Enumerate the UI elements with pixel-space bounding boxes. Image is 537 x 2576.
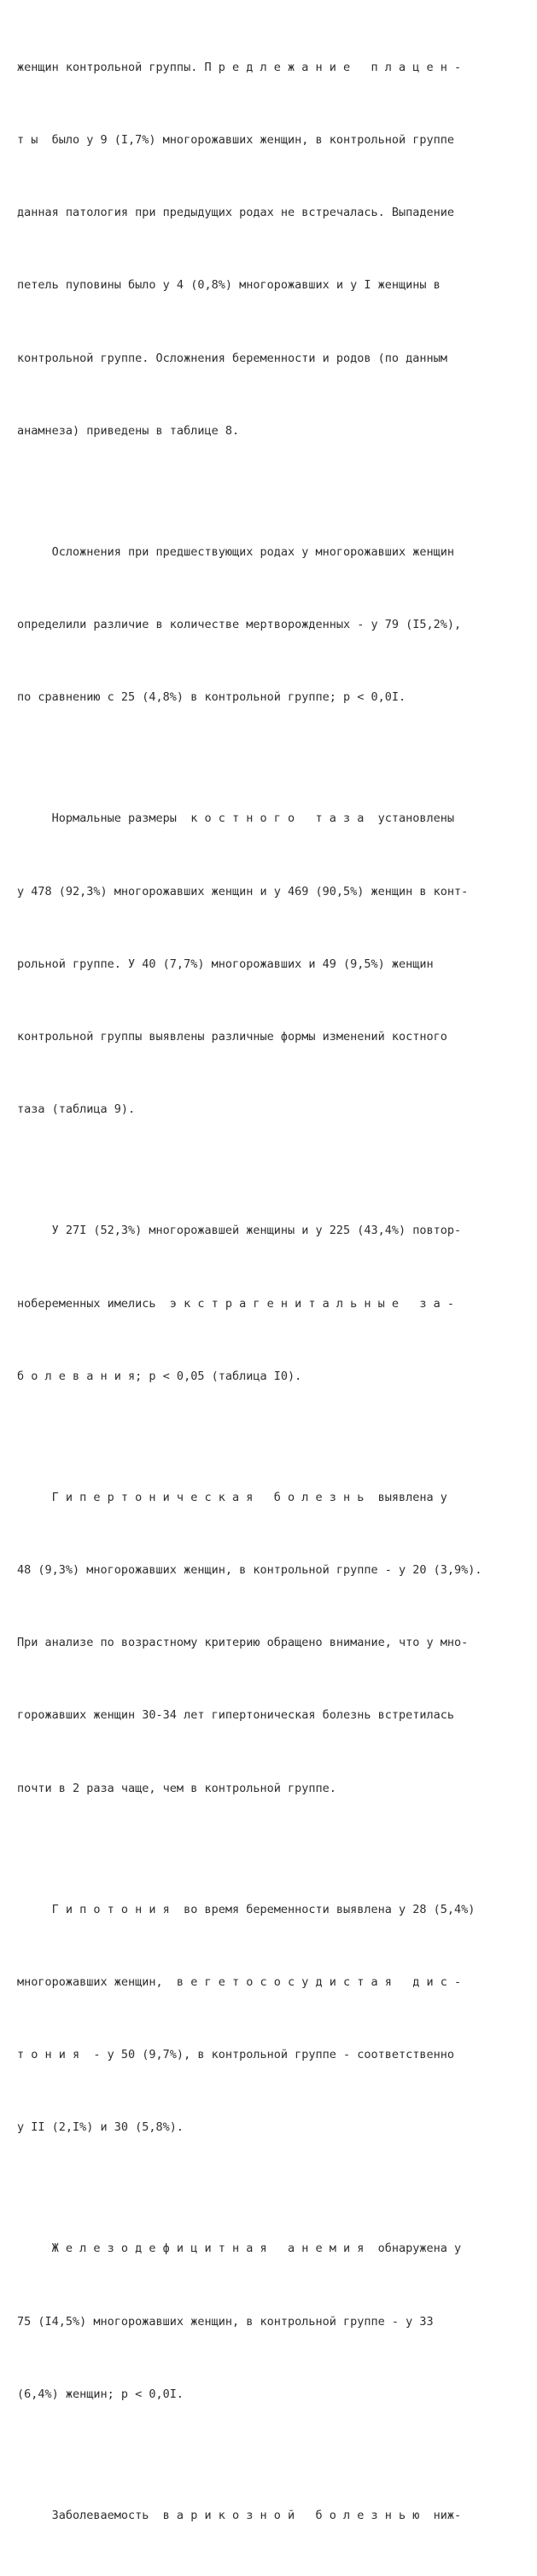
paragraph-placenta: [17, 7, 522, 491]
paragraph-extragenital: [17, 1171, 522, 1437]
text-line: т ы было у 9 (I,7%) многорожавших женщин, в контрольной группе: [17, 133, 455, 148]
text-line: женщин контрольной группы. П р е д л е ж а н и е п л а ц е н -: [17, 60, 462, 74]
paragraph-hypertension: [17, 1437, 522, 1849]
text-line: данная патология при предыдущих родах не встречалась. Выпадение: [17, 206, 455, 220]
text-line: петель пуповины было у 4 (0,8%) многорожавших и у I женщины в: [17, 278, 441, 293]
text-line: рольной группе. У 40 (7,7%) многорожавших и 49 (9,5%) женщин: [17, 957, 434, 971]
text-line: У 27I (52,3%) многорожавшей женщины и у 225 (43,4%) повтор-: [17, 1224, 462, 1238]
text-line: таза (таблица 9).: [17, 1102, 136, 1117]
text-line: 48 (9,3%) многорожавших женщин, в контрольной группе - у 20 (3,9%).: [17, 1563, 482, 1577]
paragraph-complications: [17, 491, 522, 758]
text-line: контрольной группы выявлены различные формы изменений костного: [17, 1030, 447, 1044]
text-line: нобеременных имелись э к с т р а г е н и т а л ь н ы е з а -: [17, 1296, 455, 1311]
text-line: горожавших женщин 30-34 лет гипертоническая болезнь встретилась: [17, 1708, 455, 1723]
text-line: Заболеваемость в а р и к о з н о й б о л е з н ь ю ниж-: [17, 2508, 462, 2522]
text-line: почти в 2 раза чаще, чем в контрольной группе.: [17, 1781, 336, 1795]
text-line: анамнеза) приведены в таблице 8.: [17, 423, 240, 438]
paragraph-pelvis: [17, 759, 522, 1171]
text-line: (6,4%) женщин; р < 0,0I.: [17, 2387, 184, 2401]
paragraph-hypotension: [17, 1849, 522, 2189]
paragraph-anemia: [17, 2189, 522, 2455]
document-page: [17, 7, 522, 2576]
text-line: т о н и я - у 50 (9,7%), в контрольной группе - соответственно: [17, 2048, 455, 2062]
text-line: по сравнению с 25 (4,8%) в контрольной группе; р < 0,0I.: [17, 690, 406, 705]
text-line: Г и п о т о н и я во время беременности выявлена у 28 (5,4%): [17, 1902, 476, 1916]
text-line: При анализе по возрастному критерию обращено внимание, что у мно-: [17, 1636, 469, 1650]
text-line: контрольной группе. Осложнения беременности и родов (по данным: [17, 351, 447, 365]
text-line: б о л е в а н и я; р < 0,05 (таблица I0).: [17, 1369, 302, 1383]
text-line: Нормальные размеры к о с т н о г о т а з а установлены: [17, 811, 455, 826]
text-line: у II (2,I%) и 30 (5,8%).: [17, 2120, 184, 2135]
text-line: 75 (I4,5%) многорожавших женщин, в контрольной группе - у 33: [17, 2314, 434, 2329]
text-line: Г и п е р т о н и ч е с к а я б о л е з н ь выявлена у: [17, 1490, 447, 1504]
paragraph-varicose: [17, 2455, 522, 2576]
text-line: Осложнения при предшествующих родах у многорожавших женщин: [17, 544, 455, 559]
text-line: Ж е л е з о д е ф и ц и т н а я а н е м и я обнаружена у: [17, 2242, 462, 2256]
text-line: у 478 (92,3%) многорожавших женщин и у 469 (90,5%) женщин в конт-: [17, 884, 469, 898]
text-line: многорожавших женщин, в е г е т о с о с у д и с т а я д и с -: [17, 1974, 462, 1989]
text-line: определили различие в количестве мертворожденных - у 79 (I5,2%),: [17, 618, 462, 632]
